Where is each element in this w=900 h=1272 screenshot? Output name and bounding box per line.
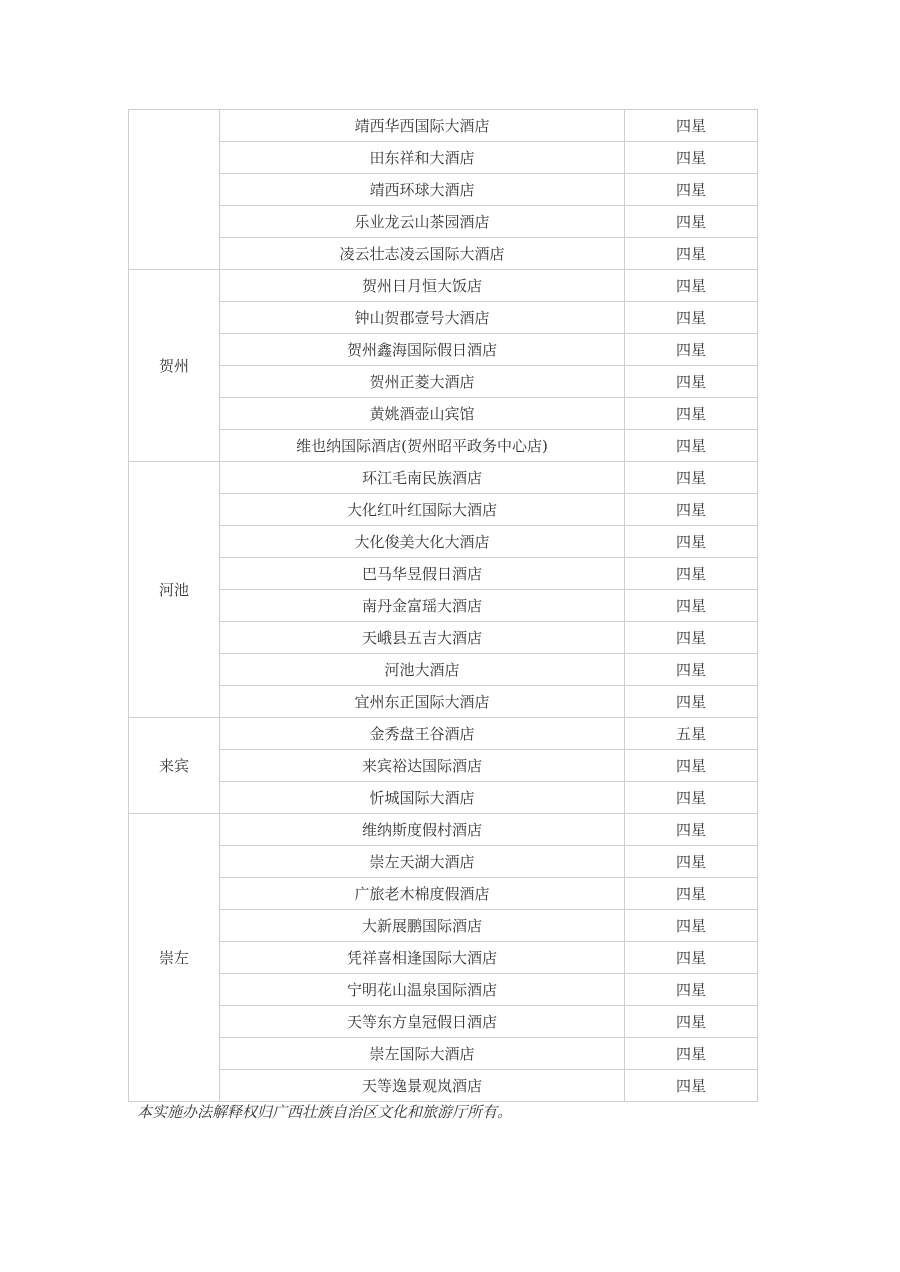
table-row [129,814,758,846]
table-row [129,174,758,206]
star-rating-cell: 四星 [625,1038,758,1070]
hotel-name-cell: 河池大酒店 [220,654,625,686]
star-rating-cell: 四星 [625,942,758,974]
table-row [129,654,758,686]
hotel-name-cell: 靖西华西国际大酒店 [220,110,625,142]
table-row [129,462,758,494]
hotel-name-cell: 贺州日月恒大饭店 [220,270,625,302]
hotel-name-cell: 凌云壮志凌云国际大酒店 [220,238,625,270]
star-rating-cell: 四星 [625,398,758,430]
table-row [129,718,758,750]
table-row [129,494,758,526]
star-rating-cell: 四星 [625,1070,758,1102]
hotel-name-cell: 大化红叶红国际大酒店 [220,494,625,526]
table-row [129,846,758,878]
hotel-name-cell: 田东祥和大酒店 [220,142,625,174]
table-row [129,430,758,462]
star-rating-cell: 四星 [625,142,758,174]
hotel-name-cell: 宜州东正国际大酒店 [220,686,625,718]
city-cell: 崇左 [129,814,220,1102]
hotel-name-cell: 天等东方皇冠假日酒店 [220,1006,625,1038]
hotel-name-cell: 黄姚酒壶山宾馆 [220,398,625,430]
hotel-rating-table [128,109,758,1102]
star-rating-cell: 四星 [625,686,758,718]
hotel-name-cell: 天等逸景观岚酒店 [220,1070,625,1102]
hotel-name-cell: 巴马华昱假日酒店 [220,558,625,590]
table-row [129,270,758,302]
hotel-name-cell: 来宾裕达国际酒店 [220,750,625,782]
star-rating-cell: 四星 [625,366,758,398]
hotel-name-cell: 崇左国际大酒店 [220,1038,625,1070]
table-row [129,142,758,174]
star-rating-cell: 四星 [625,590,758,622]
city-cell: 河池 [129,462,220,718]
table-row [129,238,758,270]
table-row [129,974,758,1006]
hotel-name-cell: 靖西环球大酒店 [220,174,625,206]
hotel-name-cell: 贺州正菱大酒店 [220,366,625,398]
star-rating-cell: 四星 [625,494,758,526]
star-rating-cell: 四星 [625,846,758,878]
city-cell: 来宾 [129,718,220,814]
star-rating-cell: 四星 [625,782,758,814]
star-rating-cell: 四星 [625,622,758,654]
star-rating-cell: 四星 [625,430,758,462]
hotel-name-cell: 崇左天湖大酒店 [220,846,625,878]
star-rating-cell: 四星 [625,302,758,334]
star-rating-cell: 四星 [625,238,758,270]
table-row [129,686,758,718]
city-cell: 贺州 [129,270,220,462]
table-row [129,1006,758,1038]
star-rating-cell: 四星 [625,526,758,558]
table-row [129,302,758,334]
hotel-name-cell: 金秀盘王谷酒店 [220,718,625,750]
hotel-table-body [129,110,758,1102]
star-rating-cell: 四星 [625,462,758,494]
hotel-name-cell: 维纳斯度假村酒店 [220,814,625,846]
table-row [129,910,758,942]
star-rating-cell: 四星 [625,1006,758,1038]
table-row [129,782,758,814]
star-rating-cell: 四星 [625,878,758,910]
table-row [129,526,758,558]
table-row [129,366,758,398]
table-row [129,334,758,366]
hotel-name-cell: 大化俊美大化大酒店 [220,526,625,558]
hotel-name-cell: 乐业龙云山茶园酒店 [220,206,625,238]
star-rating-cell: 四星 [625,270,758,302]
city-cell [129,110,220,270]
hotel-name-cell: 凭祥喜相逢国际大酒店 [220,942,625,974]
table-row [129,942,758,974]
table-row [129,750,758,782]
table-row [129,1038,758,1070]
star-rating-cell: 四星 [625,334,758,366]
star-rating-cell: 四星 [625,110,758,142]
hotel-name-cell: 南丹金富瑶大酒店 [220,590,625,622]
star-rating-cell: 四星 [625,174,758,206]
table-row [129,398,758,430]
star-rating-cell: 四星 [625,814,758,846]
table-row [129,622,758,654]
star-rating-cell: 四星 [625,654,758,686]
hotel-name-cell: 贺州鑫海国际假日酒店 [220,334,625,366]
star-rating-cell: 四星 [625,558,758,590]
star-rating-cell: 四星 [625,910,758,942]
footnote: 本实施办法解释权归广西壮族自治区文化和旅游厅所有。 [137,1103,513,1121]
star-rating-cell: 四星 [625,206,758,238]
star-rating-cell: 四星 [625,974,758,1006]
hotel-name-cell: 大新展鹏国际酒店 [220,910,625,942]
star-rating-cell: 五星 [625,718,758,750]
table-row [129,558,758,590]
hotel-name-cell: 天峨县五吉大酒店 [220,622,625,654]
hotel-name-cell: 钟山贺郡壹号大酒店 [220,302,625,334]
hotel-name-cell: 广旅老木棉度假酒店 [220,878,625,910]
table-row [129,878,758,910]
table-row [129,110,758,142]
table-row [129,590,758,622]
hotel-name-cell: 维也纳国际酒店(贺州昭平政务中心店) [220,430,625,462]
star-rating-cell: 四星 [625,750,758,782]
table-row [129,206,758,238]
table-row [129,1070,758,1102]
hotel-name-cell: 宁明花山温泉国际酒店 [220,974,625,1006]
hotel-name-cell: 忻城国际大酒店 [220,782,625,814]
hotel-name-cell: 环江毛南民族酒店 [220,462,625,494]
